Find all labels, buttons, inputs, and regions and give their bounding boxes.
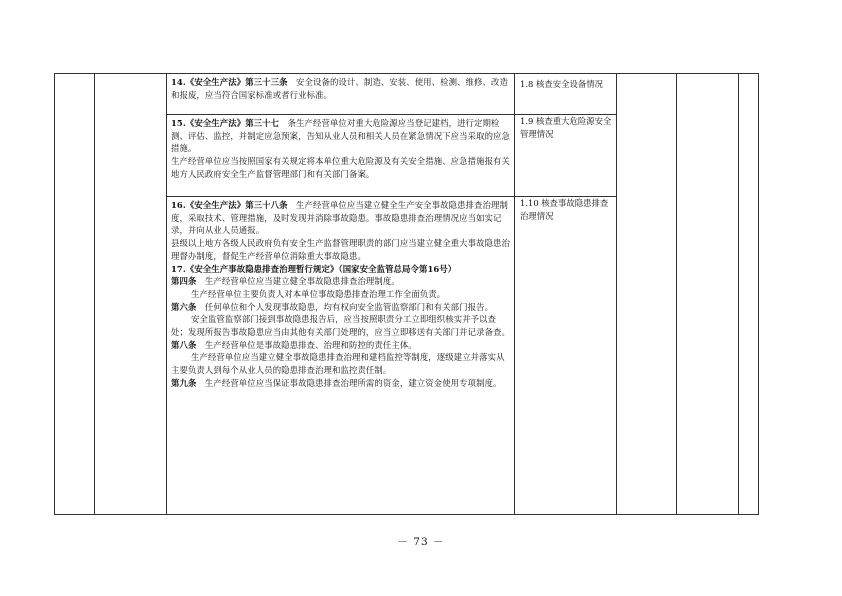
law-article-heading: 第九条 bbox=[171, 377, 197, 388]
law-paragraph bbox=[171, 237, 511, 262]
law-article-text: 生产经营单位主要负责人对本单位事故隐患排查治理工作全面负责。 bbox=[191, 288, 446, 299]
law-text-cell bbox=[167, 197, 515, 515]
law-paragraph bbox=[171, 339, 511, 352]
law-paragraph bbox=[171, 377, 511, 390]
law-paragraph bbox=[171, 313, 511, 338]
law-paragraph bbox=[171, 199, 511, 237]
law-paragraph bbox=[171, 155, 511, 180]
blank-cell-1 bbox=[55, 74, 95, 515]
law-article-text: 县级以上地方各级人民政府负有安全生产监督管理职责的部门应当建立健全重大事故隐患治理督办制度，督促生产经营单位消除重大事故隐患。 bbox=[171, 238, 510, 261]
law-article-heading: 14.《安全生产法》第三十三条 bbox=[171, 77, 288, 87]
law-article-text: 任何单位和个人发现事故隐患，均有权向安全监管监察部门和有关部门报告。 bbox=[196, 301, 494, 312]
blank-cell-4 bbox=[677, 74, 739, 515]
law-article-text: 生产经营单位应当按照国家有关规定将本单位重大危险源及有关安全措施、应急措施报有关地方人民政府安全生产监督管理部门和有关部门备案。 bbox=[171, 156, 510, 179]
check-item-cell: 1.9 核查重大危险源安全管理情况 bbox=[515, 115, 617, 197]
law-article-text: 生产经营单位应当建立健全生产安全事故隐患排查治理制度，采取技术、管理措施，及时发现并消除事故隐患。事故隐患排查治理情况应当如实记录，并向从业人员通报。 bbox=[171, 200, 508, 236]
law-article-text: 生产经营单位应当建立健全事故隐患排查治理和建档监控等制度，逐级建立并落实从主要负责人到每个从业人员的隐患排查治理和监控责任制。 bbox=[171, 352, 505, 376]
law-article-text: 生产经营单位应当建立健全事故隐患排查治理制度。 bbox=[196, 276, 400, 287]
check-item-cell: 1.10 核查事故隐患排查治理情况 bbox=[515, 197, 617, 515]
law-text-cell bbox=[167, 74, 515, 115]
law-paragraph bbox=[171, 301, 511, 314]
law-article-heading: 第四条 bbox=[171, 276, 197, 287]
law-article-heading: 第六条 bbox=[171, 301, 197, 312]
law-text-cell bbox=[167, 115, 515, 197]
law-article-heading: 15.《安全生产法》第三十七 bbox=[171, 118, 280, 128]
law-article-text: 生产经营单位应当保证事故隐患排查治理所需的资金，建立资金使用专项制度。 bbox=[196, 377, 502, 388]
blank-cell-2 bbox=[95, 74, 167, 515]
law-paragraph bbox=[171, 351, 511, 376]
law-article-heading: 17.《安全生产事故隐患排查治理暂行规定》（国家安全监管总局令第16号） bbox=[171, 263, 457, 274]
law-paragraph bbox=[171, 288, 511, 301]
blank-cell-5 bbox=[739, 74, 759, 515]
law-article-text: 安全设备的设计、制造、安装、使用、检测、维修、改造和报废，应当符合国家标准或者行业标准。 bbox=[171, 77, 508, 100]
inspection-table bbox=[54, 73, 759, 515]
table-row bbox=[55, 74, 759, 115]
law-paragraph bbox=[171, 263, 511, 276]
law-paragraph bbox=[171, 76, 511, 101]
check-item-cell: 1.8 核查安全设备情况 bbox=[515, 74, 617, 115]
law-paragraph bbox=[171, 117, 511, 155]
law-article-heading: 16.《安全生产法》第三十八条 bbox=[171, 200, 288, 210]
law-article-text: 条生产经营单位对重大危险源应当登记建档，进行定期检测、评估、监控，并制定应急预案，告知从业人员和相关人员在紧急情况下应当采取的应急措施。 bbox=[171, 118, 510, 154]
law-paragraph bbox=[171, 275, 511, 288]
law-article-text: 安全监管监察部门接到事故隐患报告后，应当按照职责分工立即组织核实并予以查处；发现所报告事故隐患应当由其他有关部门处理的，应当立即移送有关部门并记录备查。 bbox=[171, 314, 510, 338]
law-article-heading: 第八条 bbox=[171, 339, 197, 350]
page-number: － 73 － bbox=[397, 536, 445, 548]
blank-cell-3 bbox=[617, 74, 677, 515]
law-article-text: 生产经营单位是事故隐患排查、治理和防控的责任主体。 bbox=[196, 339, 417, 350]
